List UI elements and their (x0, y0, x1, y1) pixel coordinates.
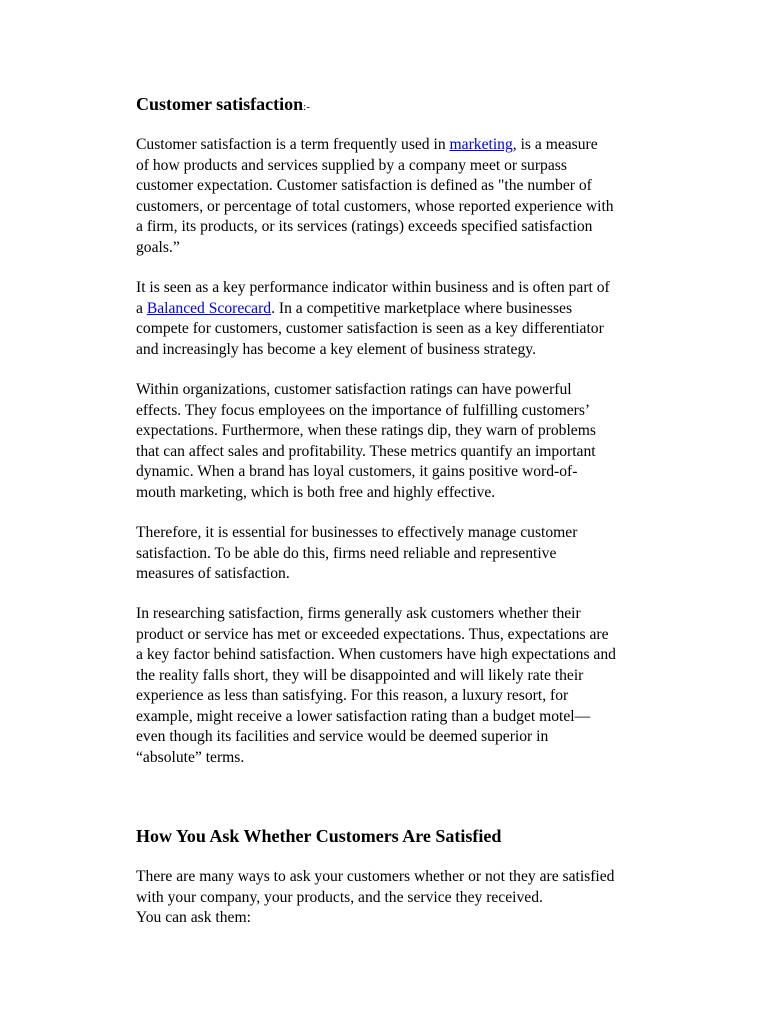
text-line: experience as less than satisfying. For this reason, a luxury resort, for (136, 687, 569, 704)
heading-text: Customer satisfaction (136, 94, 304, 114)
text-line: customers, or percentage of total customers, whose reported experience with (136, 197, 614, 215)
text-line: mouth marketing, which is both free and highly effective. (136, 483, 496, 501)
text-line: You can ask them: (136, 909, 251, 926)
text-line (136, 299, 610, 320)
text-line: effects. They focus employees on the importance of fulfilling customers’ (136, 401, 591, 419)
paragraph-kpi (136, 278, 610, 360)
paragraph-researching (136, 604, 616, 768)
balanced-scorecard-link[interactable]: Balanced Scorecard (146, 299, 272, 317)
text-line: even though its facilities and service would be deemed superior in (136, 728, 549, 745)
text-line: measures of satisfaction. (136, 565, 290, 582)
paragraph-organizations (136, 380, 596, 503)
paragraph-many-ways (136, 867, 614, 929)
paragraph-definition (136, 135, 614, 258)
text-line: and increasingly has become a key element of business strategy. (136, 340, 536, 358)
text-span: . In a competitive marketplace where businesses (271, 299, 573, 317)
text-line: compete for customers, customer satisfaction is seen as a key differentiator (136, 320, 604, 337)
text-line: the reality falls short, they will be disappointed and will likely rate their (136, 666, 584, 684)
section-heading-how-you-ask: How You Ask Whether Customers Are Satisfied (136, 826, 502, 846)
marketing-link[interactable]: marketing (449, 136, 513, 153)
text-line: Within organizations, customer satisfaction ratings can have powerful (136, 381, 572, 398)
text-line: There are many ways to ask your customers whether or not they are satisfied (136, 868, 615, 885)
text-line: Therefore, it is essential for businesses to effectively manage customer (136, 524, 578, 541)
text-line: example, might receive a lower satisfaction rating than a budget motel— (136, 707, 591, 725)
text-span: a (136, 299, 147, 317)
text-line: of how products and services supplied by a company meet or surpass (136, 156, 567, 174)
text-line: with your company, your products, and the service they received. (136, 888, 543, 906)
text-span: , is a measure (512, 136, 598, 153)
text-line: dynamic. When a brand has loyal customers, it gains positive word-of- (136, 463, 578, 480)
heading-suffix: :- (303, 101, 310, 113)
text-line: satisfaction. To be able do this, firms need reliable and representive (136, 544, 557, 562)
paragraph-therefore (136, 523, 577, 585)
text-line: goals.” (136, 238, 180, 256)
section-heading-customer-satisfaction (136, 92, 310, 119)
text-line: a firm, its products, or its services (ratings) exceeds specified satisfaction (136, 218, 593, 235)
text-line: customer expectation. Customer satisfaction is defined as "the number of (136, 177, 592, 194)
text-span: Customer satisfaction is a term frequently used in (136, 136, 450, 153)
text-line: expectations. Furthermore, when these ratings dip, they warn of problems (136, 422, 596, 439)
text-line: a key factor behind satisfaction. When customers have high expectations and (136, 646, 616, 663)
text-line: that can affect sales and profitability. These metrics quantify an important (136, 442, 596, 460)
text-line: In researching satisfaction, firms generally ask customers whether their (136, 605, 581, 622)
text-line: “absolute” terms. (136, 748, 245, 766)
text-line (136, 135, 614, 156)
text-line: product or service has met or exceeded expectations. Thus, expectations are (136, 625, 609, 643)
text-line: It is seen as a key performance indicator within business and is often part of (136, 279, 610, 296)
